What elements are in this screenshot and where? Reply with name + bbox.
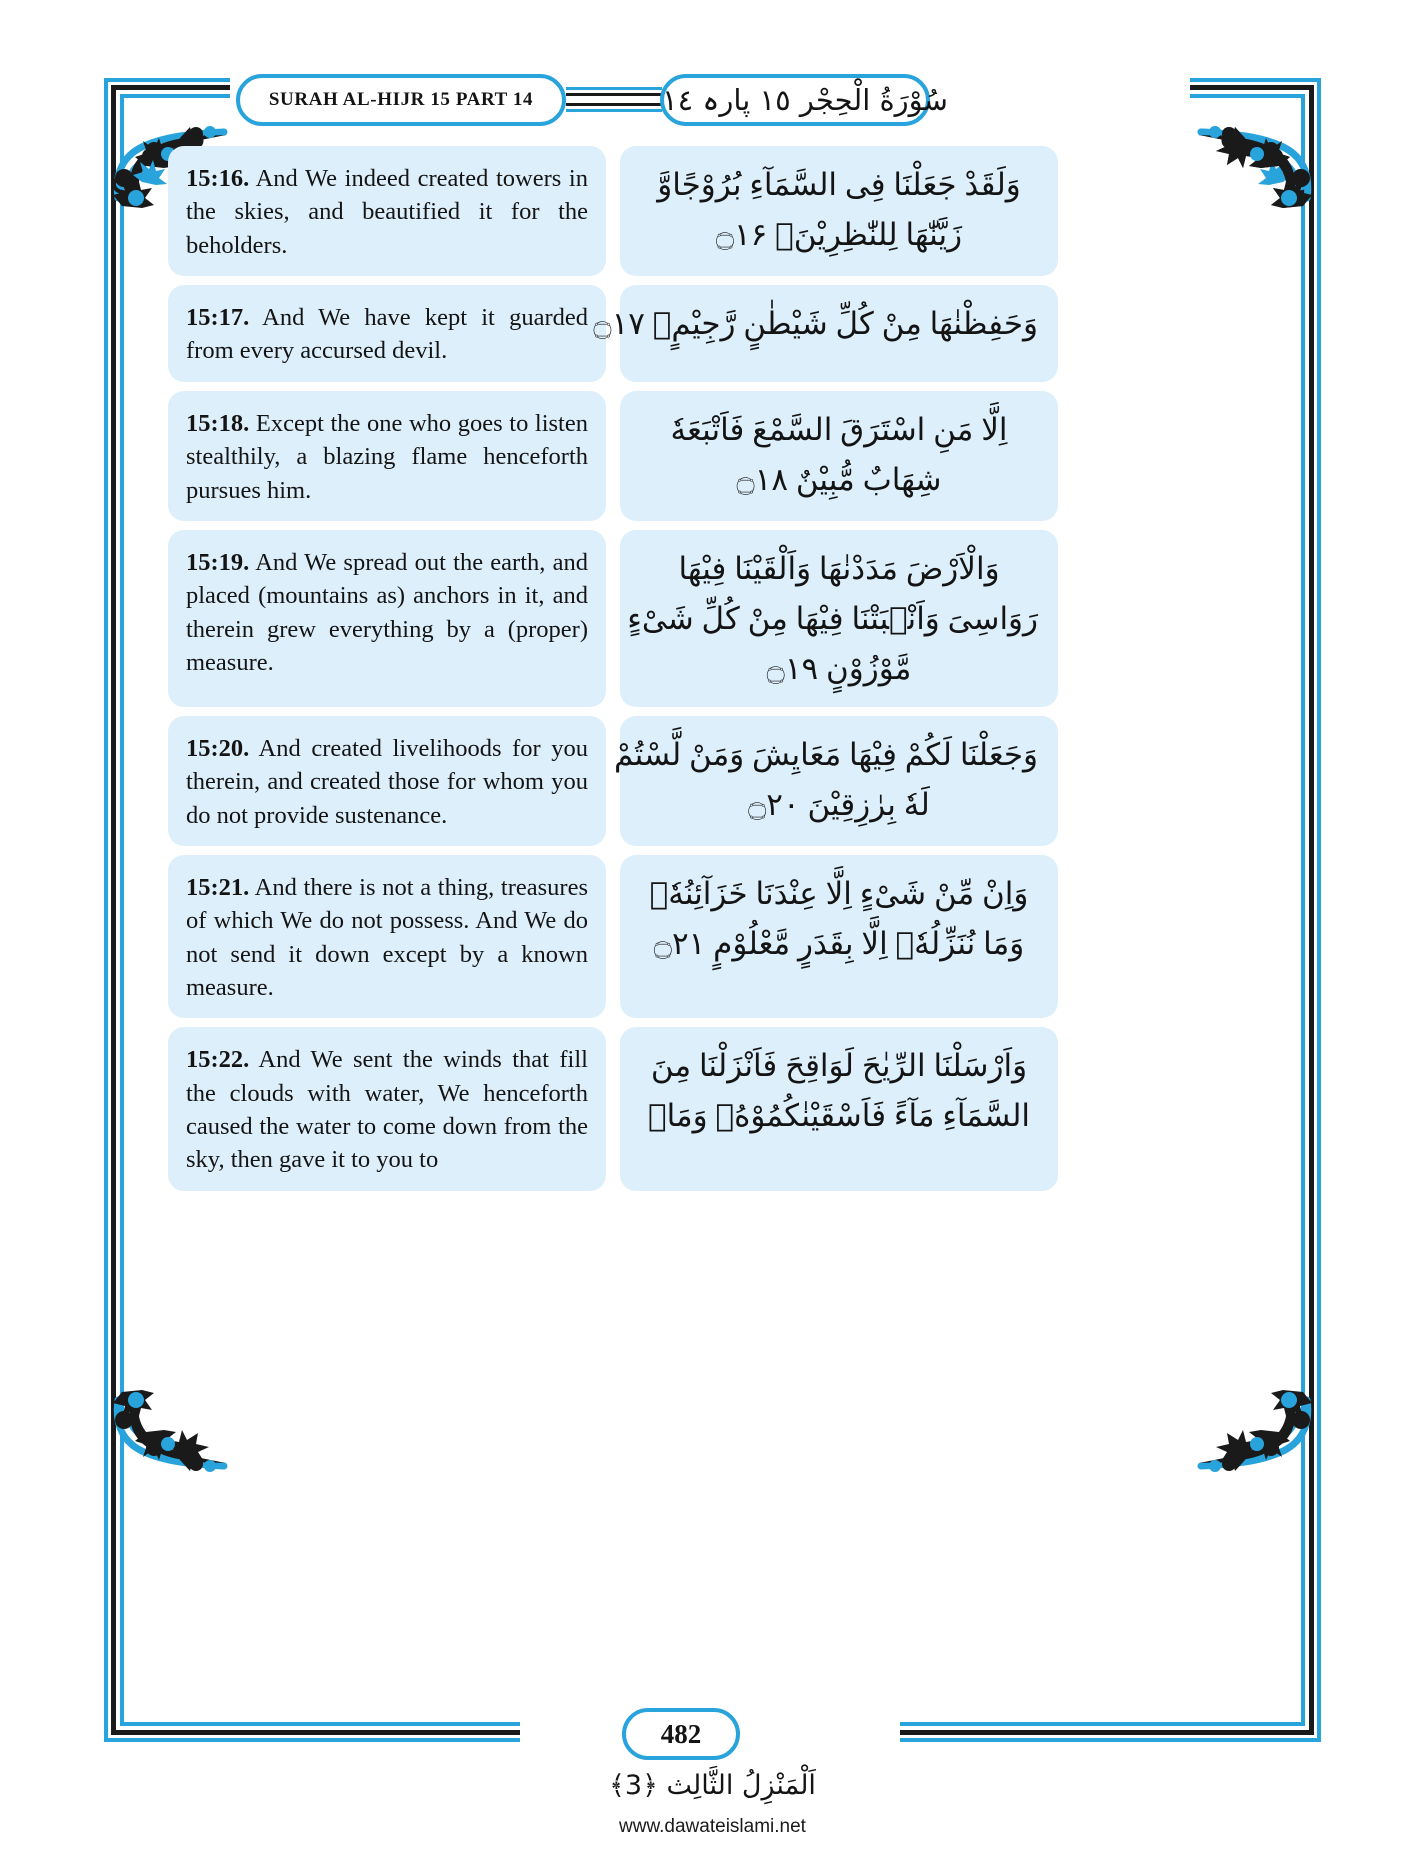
surah-title-text: SURAH AL-HIJR 15 PART 14 xyxy=(268,89,534,110)
verse-translation xyxy=(168,1027,606,1190)
verse-number: 15:19. xyxy=(186,549,250,576)
verse-arabic xyxy=(620,530,1058,707)
verse-number: 15:18. xyxy=(186,410,250,437)
verse-translation xyxy=(168,716,606,846)
verse-arabic xyxy=(620,391,1058,521)
verse-arabic-line: وَاِنْ مِّنْ شَیْءٍ اِلَّا عِنْدَنَا خَزَآئِنُهٗ۠ xyxy=(649,876,1029,912)
website-url: www.dawateislami.net xyxy=(619,1816,806,1837)
corner-ornament-bottom-right-icon xyxy=(1191,1390,1341,1540)
verse-arabic xyxy=(614,716,1058,846)
verse-arabic-line: وَاَرْسَلْنَا الرِّيٰحَ لَوَاقِحَ فَاَنْزَلْنَا مِنَ xyxy=(650,1048,1028,1085)
verse-english-text: Except the one who goes to listen stealthily, a blazing flame henceforth pursues him. xyxy=(186,410,588,504)
verse-row xyxy=(168,146,1258,276)
verse-arabic-line: وَحَفِظْنٰهَا مِنْ كُلِّ شَيْطٰنٍ رَّجِيْمٍۙ ۝۱۷ xyxy=(593,306,1038,342)
verse-row xyxy=(168,716,1258,846)
verse-row xyxy=(168,1027,1258,1190)
verse-translation xyxy=(168,391,606,521)
verse-translation xyxy=(168,530,606,707)
verse-arabic-line: زَيَّنّٰهَا لِلنّٰظِرِيْنَۙ ۝۱۶ xyxy=(715,217,963,254)
verse-arabic xyxy=(620,855,1058,1018)
verse-list xyxy=(168,146,1258,1200)
verse-row xyxy=(168,285,1258,382)
page-number: 482 xyxy=(622,1708,740,1760)
verse-arabic-line: مَّوْزُوْنٍ ۝۱۹ xyxy=(766,651,912,688)
verse-row xyxy=(168,855,1258,1018)
corner-ornament-bottom-left-icon xyxy=(84,1390,234,1540)
verse-english-text: And We spread out the earth, and placed (mountains as) anchors in it, and therein grew everything by a (proper) measure. xyxy=(186,549,588,676)
verse-number: 15:16. xyxy=(186,165,250,192)
verse-row xyxy=(168,391,1258,521)
surah-title-pill xyxy=(236,74,566,126)
surah-title-arabic-text: سُوْرَةُ الْحِجْر ١٥ پارہ ١٤ xyxy=(662,83,948,117)
verse-number: 15:17. xyxy=(186,304,250,331)
verse-row xyxy=(168,530,1258,707)
verse-translation xyxy=(168,146,606,276)
verse-arabic-line: وَالْاَرْضَ مَدَدْنٰهَا وَاَلْقَيْنَا فِيْهَا xyxy=(678,551,1000,587)
verse-translation xyxy=(168,285,606,382)
verse-arabic-line: وَمَا نُنَزِّلُهٗۤ اِلَّا بِقَدَرٍ مَّعْلُوْمٍ ۝۲۱ xyxy=(653,926,1025,963)
verse-arabic-line: وَلَقَدْ جَعَلْنَا فِی السَّمَآءِ بُرُوْجًاوَّ xyxy=(657,167,1021,203)
verse-english-text: And created livelihoods for you therein, and created those for whom you do not provide sustenance. xyxy=(186,735,589,829)
verse-arabic xyxy=(620,1027,1058,1190)
verse-english-text: And We indeed created towers in the skies, and beautified it for the beholders. xyxy=(186,165,588,259)
verse-arabic-line: السَّمَآءِ مَآءً فَاَسْقَيْنٰكُمُوْهُۚ وَمَاۤ xyxy=(648,1098,1030,1135)
manzil-label: اَلْمَنْزِلُ الثَّالِث ﴿3﴾ xyxy=(609,1770,816,1801)
verse-english-text: And We have kept it guarded from every accursed devil. xyxy=(186,304,588,365)
verse-translation xyxy=(168,855,606,1018)
verse-number: 15:21. xyxy=(186,874,250,901)
verse-arabic-line: اِلَّا مَنِ اسْتَرَقَ السَّمْعَ فَاَتْبَعَهٗ xyxy=(670,412,1008,448)
verse-arabic-line: شِهَابٌ مُّبِيْنٌ ۝۱۸ xyxy=(736,462,942,499)
verse-english-text: And We sent the winds that fill the clouds with water, We henceforth caused the water to come down from the sky, then gave it to you to xyxy=(186,1046,588,1174)
verse-arabic-line: لَهٗ بِرٰزِقِيْنَ ۝۲۰ xyxy=(748,787,930,824)
verse-english-text: And there is not a thing, treasures of which We do not possess. And We do not send it down except by a known measure. xyxy=(186,874,588,1001)
verse-number: 15:22. xyxy=(186,1046,250,1074)
verse-arabic-line: رَوَاسِیَ وَاَنْۢبَتْنَا فِيْهَا مِنْ كُلِّ شَیْءٍ xyxy=(627,601,1038,638)
verse-arabic-line: وَجَعَلْنَا لَكُمْ فِيْهَا مَعَايِشَ وَمَنْ لَّسْتُمْ xyxy=(614,737,1038,773)
verse-number: 15:20. xyxy=(186,735,250,762)
verse-arabic xyxy=(593,285,1058,382)
verse-arabic xyxy=(620,146,1058,276)
